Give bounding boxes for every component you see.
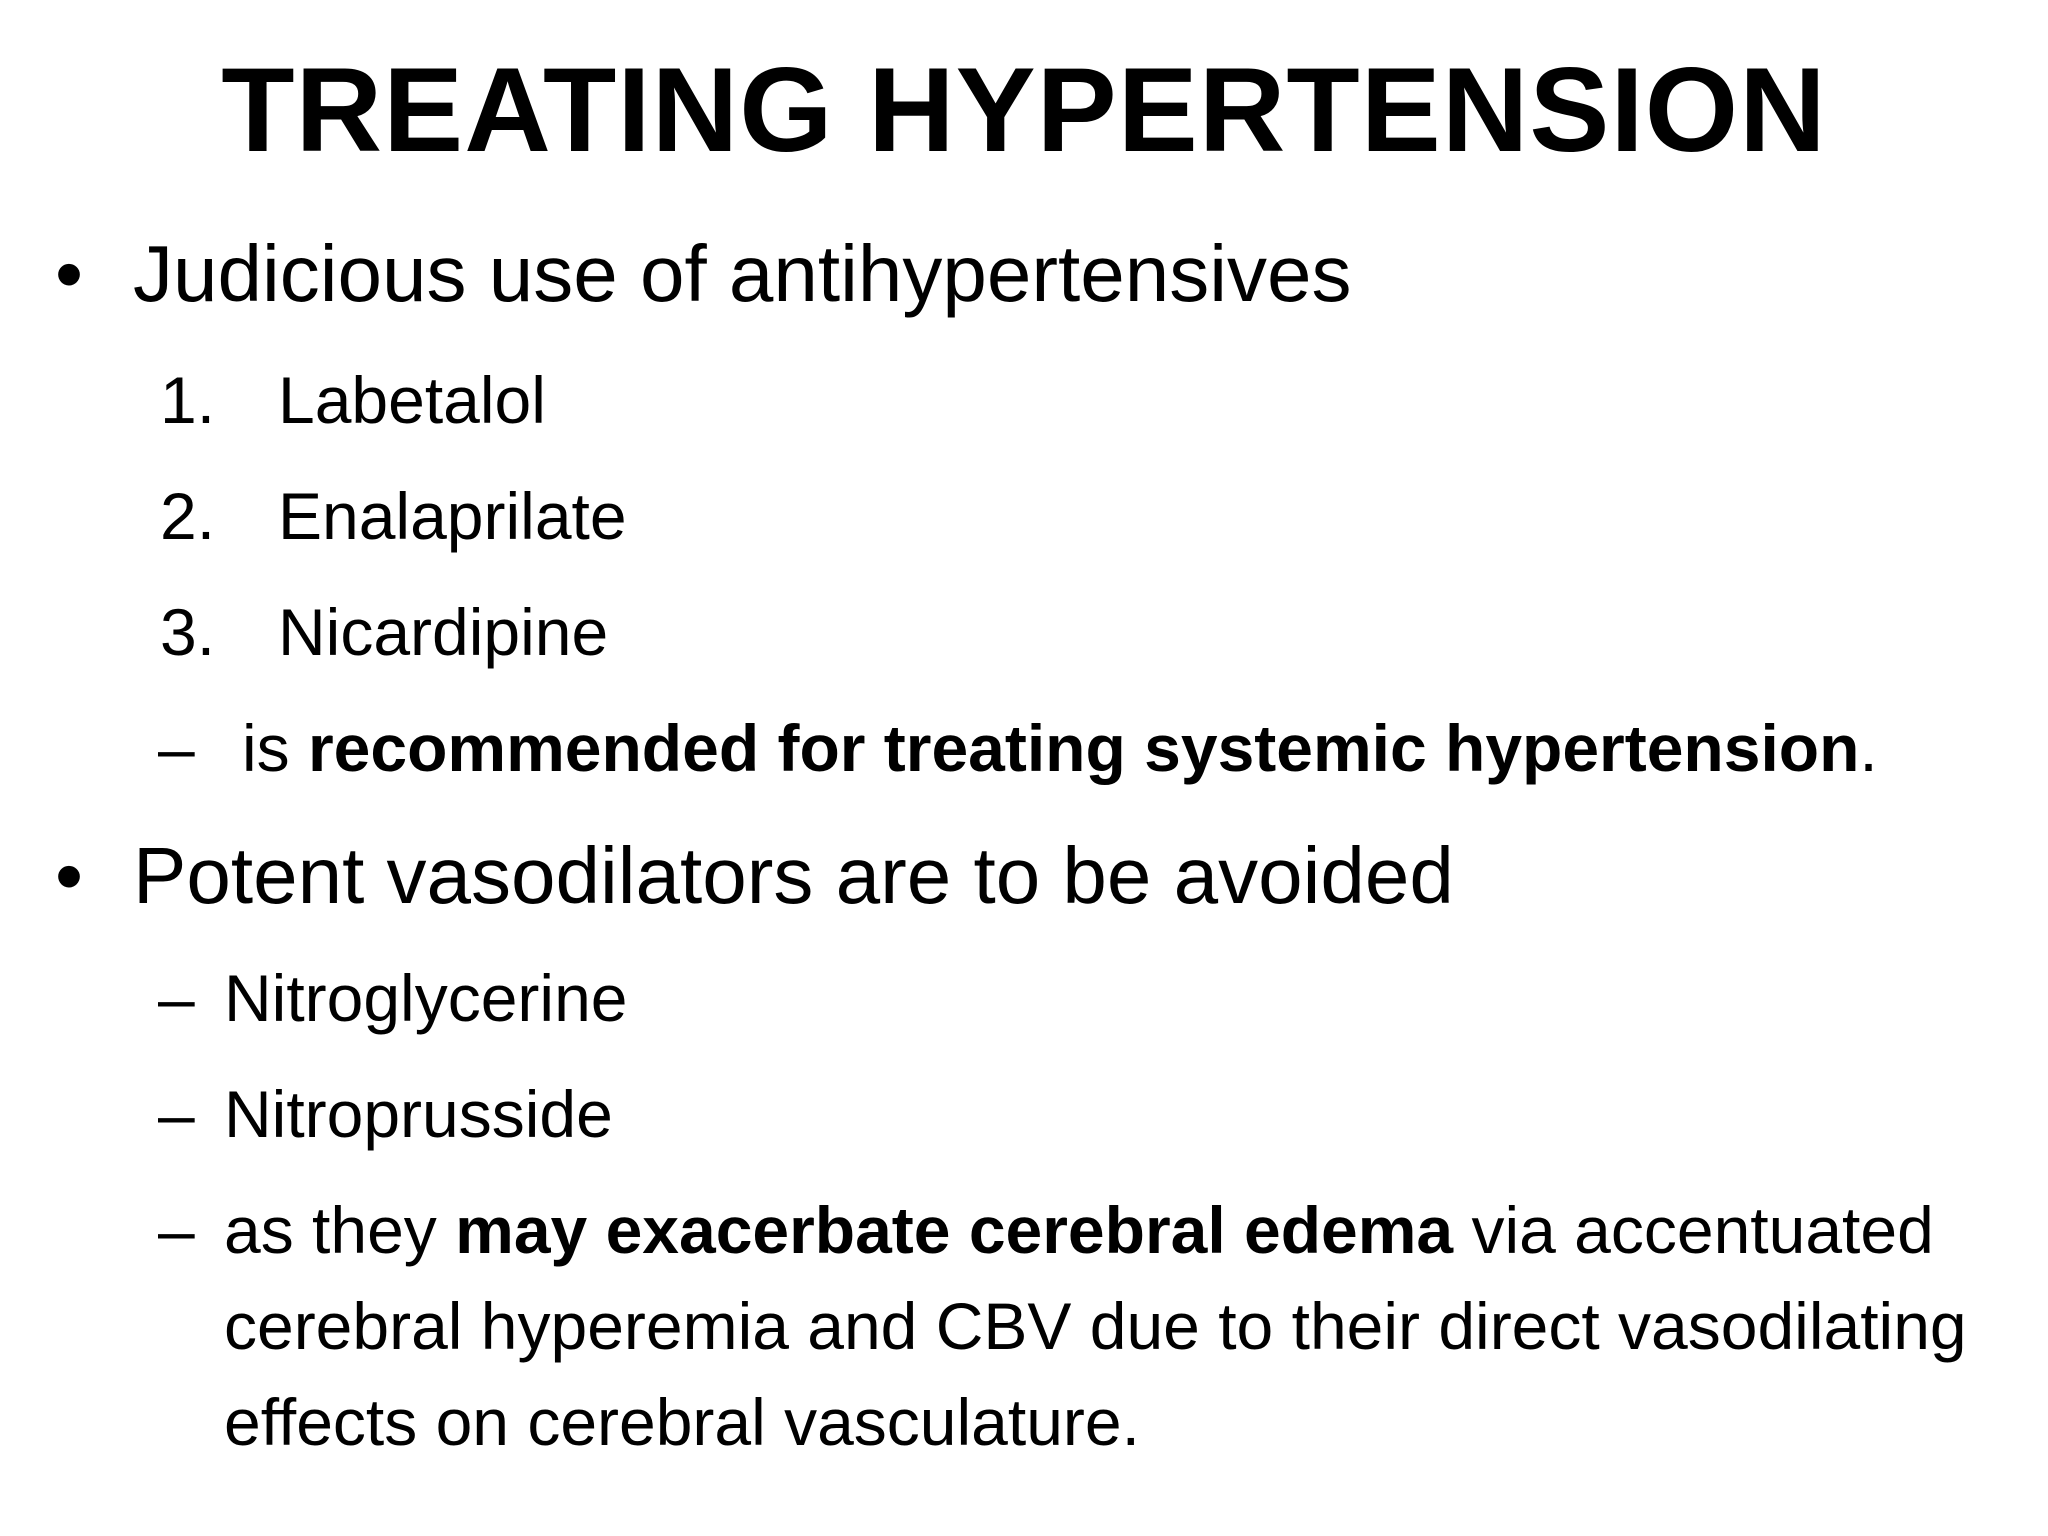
bullet-text: Judicious use of antihypertensives [133, 229, 1352, 318]
dashed-item-nitroglycerine [158, 958, 627, 1038]
dash-marker: – [158, 1193, 195, 1267]
bullet-antihypertensives [55, 228, 1351, 320]
note-text [224, 1182, 1998, 1470]
bullet-vasodilators [55, 830, 1454, 922]
bullet-text: Potent vasodilators are to be avoided [133, 831, 1454, 920]
item-text: Enalaprilate [278, 479, 627, 553]
item-text: Nitroprusside [224, 1077, 613, 1151]
item-number: 1. [160, 363, 216, 437]
note-recommended [158, 708, 1878, 788]
slide-title: TREATING HYPERTENSION [221, 43, 1827, 177]
item-text: Labetalol [278, 363, 546, 437]
bullet-marker: • [55, 229, 84, 318]
dash-marker: – [158, 961, 195, 1035]
note-post: via accentuated cerebral hyperemia and CBV due to their direct vasodilating effects on cerebral vasculature. [224, 1193, 1967, 1459]
note-post: . [1859, 711, 1878, 785]
numbered-item-nicardipine [160, 592, 608, 672]
note-pre: is [242, 711, 308, 785]
numbered-item-labetalol [160, 360, 546, 440]
note-bold: may exacerbate cerebral edema [455, 1193, 1454, 1267]
numbered-item-enalaprilate [160, 476, 627, 556]
bullet-marker: • [55, 831, 84, 920]
note-bold: recommended for treating systemic hypertension [308, 711, 1860, 785]
note-pre: as they [224, 1193, 456, 1267]
item-number: 2. [160, 479, 216, 553]
item-text: Nicardipine [278, 595, 609, 669]
dash-marker: – [158, 711, 195, 785]
note-cerebral-edema [158, 1182, 1998, 1470]
dashed-item-nitroprusside [158, 1074, 613, 1154]
item-text: Nitroglycerine [224, 961, 628, 1035]
dash-marker: – [158, 1077, 195, 1151]
item-number: 3. [160, 595, 216, 669]
